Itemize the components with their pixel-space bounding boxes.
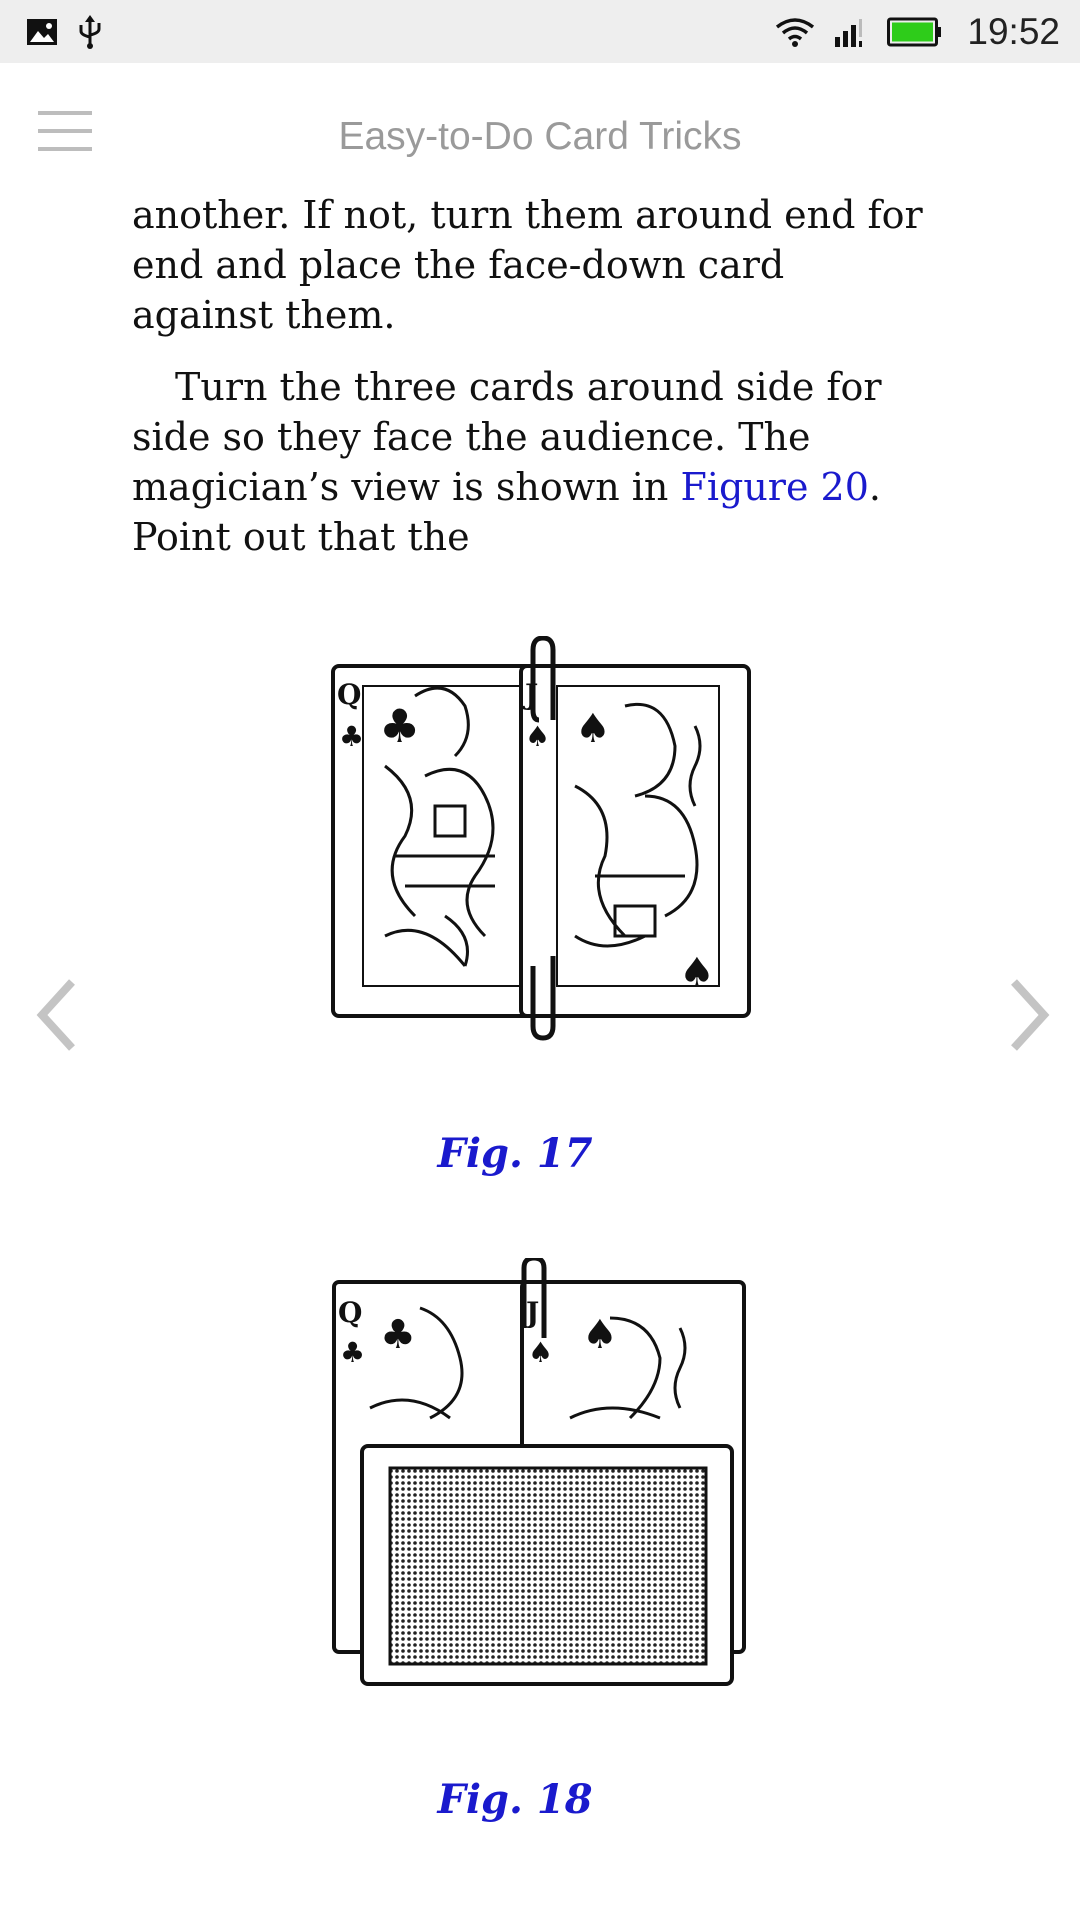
figure-17-illustration xyxy=(325,636,755,1046)
status-bar xyxy=(0,0,1080,63)
chevron-left-icon xyxy=(28,970,88,1060)
prev-page-button[interactable] xyxy=(28,970,88,1060)
battery-icon xyxy=(887,17,943,47)
status-time: 19:52 xyxy=(967,10,1060,52)
signal-icon xyxy=(833,17,869,47)
wifi-icon xyxy=(775,17,815,47)
paragraph-2-tail: . Point out that the xyxy=(132,465,881,559)
svg-text:♠: ♠ xyxy=(528,1336,554,1369)
chevron-right-icon xyxy=(998,970,1058,1060)
svg-text:♠: ♠ xyxy=(575,706,611,752)
svg-text:Q: Q xyxy=(337,678,362,711)
svg-text:♣: ♣ xyxy=(339,720,365,753)
svg-text:♣: ♣ xyxy=(340,1336,366,1369)
paragraph-1: another. If not, turn them around end for end and place the face-down card against them. xyxy=(132,193,923,337)
svg-text:♣: ♣ xyxy=(380,1312,416,1358)
usb-icon xyxy=(76,15,104,49)
figure-17-caption: Fig. 17 xyxy=(437,1130,593,1177)
svg-text:♣: ♣ xyxy=(379,699,421,753)
figure-18-caption: Fig. 18 xyxy=(437,1776,593,1823)
figure-18-illustration xyxy=(310,1258,770,1698)
svg-text:J: J xyxy=(526,1296,540,1329)
svg-text:J: J xyxy=(525,678,539,711)
paragraph-2 xyxy=(132,362,932,562)
figure-18 xyxy=(0,1258,1080,1698)
figure-20-link[interactable]: Figure 20 xyxy=(680,465,869,509)
app-header xyxy=(0,63,1080,188)
header-title: Easy-to-Do Card Tricks xyxy=(338,115,742,158)
image-icon xyxy=(26,18,58,46)
svg-text:♠: ♠ xyxy=(525,720,551,753)
svg-text:Q: Q xyxy=(338,1296,363,1329)
svg-text:♠: ♠ xyxy=(582,1312,618,1358)
next-page-button[interactable] xyxy=(998,970,1058,1060)
svg-text:♠: ♠ xyxy=(679,950,715,996)
figure-17 xyxy=(0,636,1080,1046)
paragraph-2-text: Turn the three cards around side for side so they face the audience. The magician’s view is shown in xyxy=(132,365,882,509)
page-content xyxy=(132,190,932,584)
